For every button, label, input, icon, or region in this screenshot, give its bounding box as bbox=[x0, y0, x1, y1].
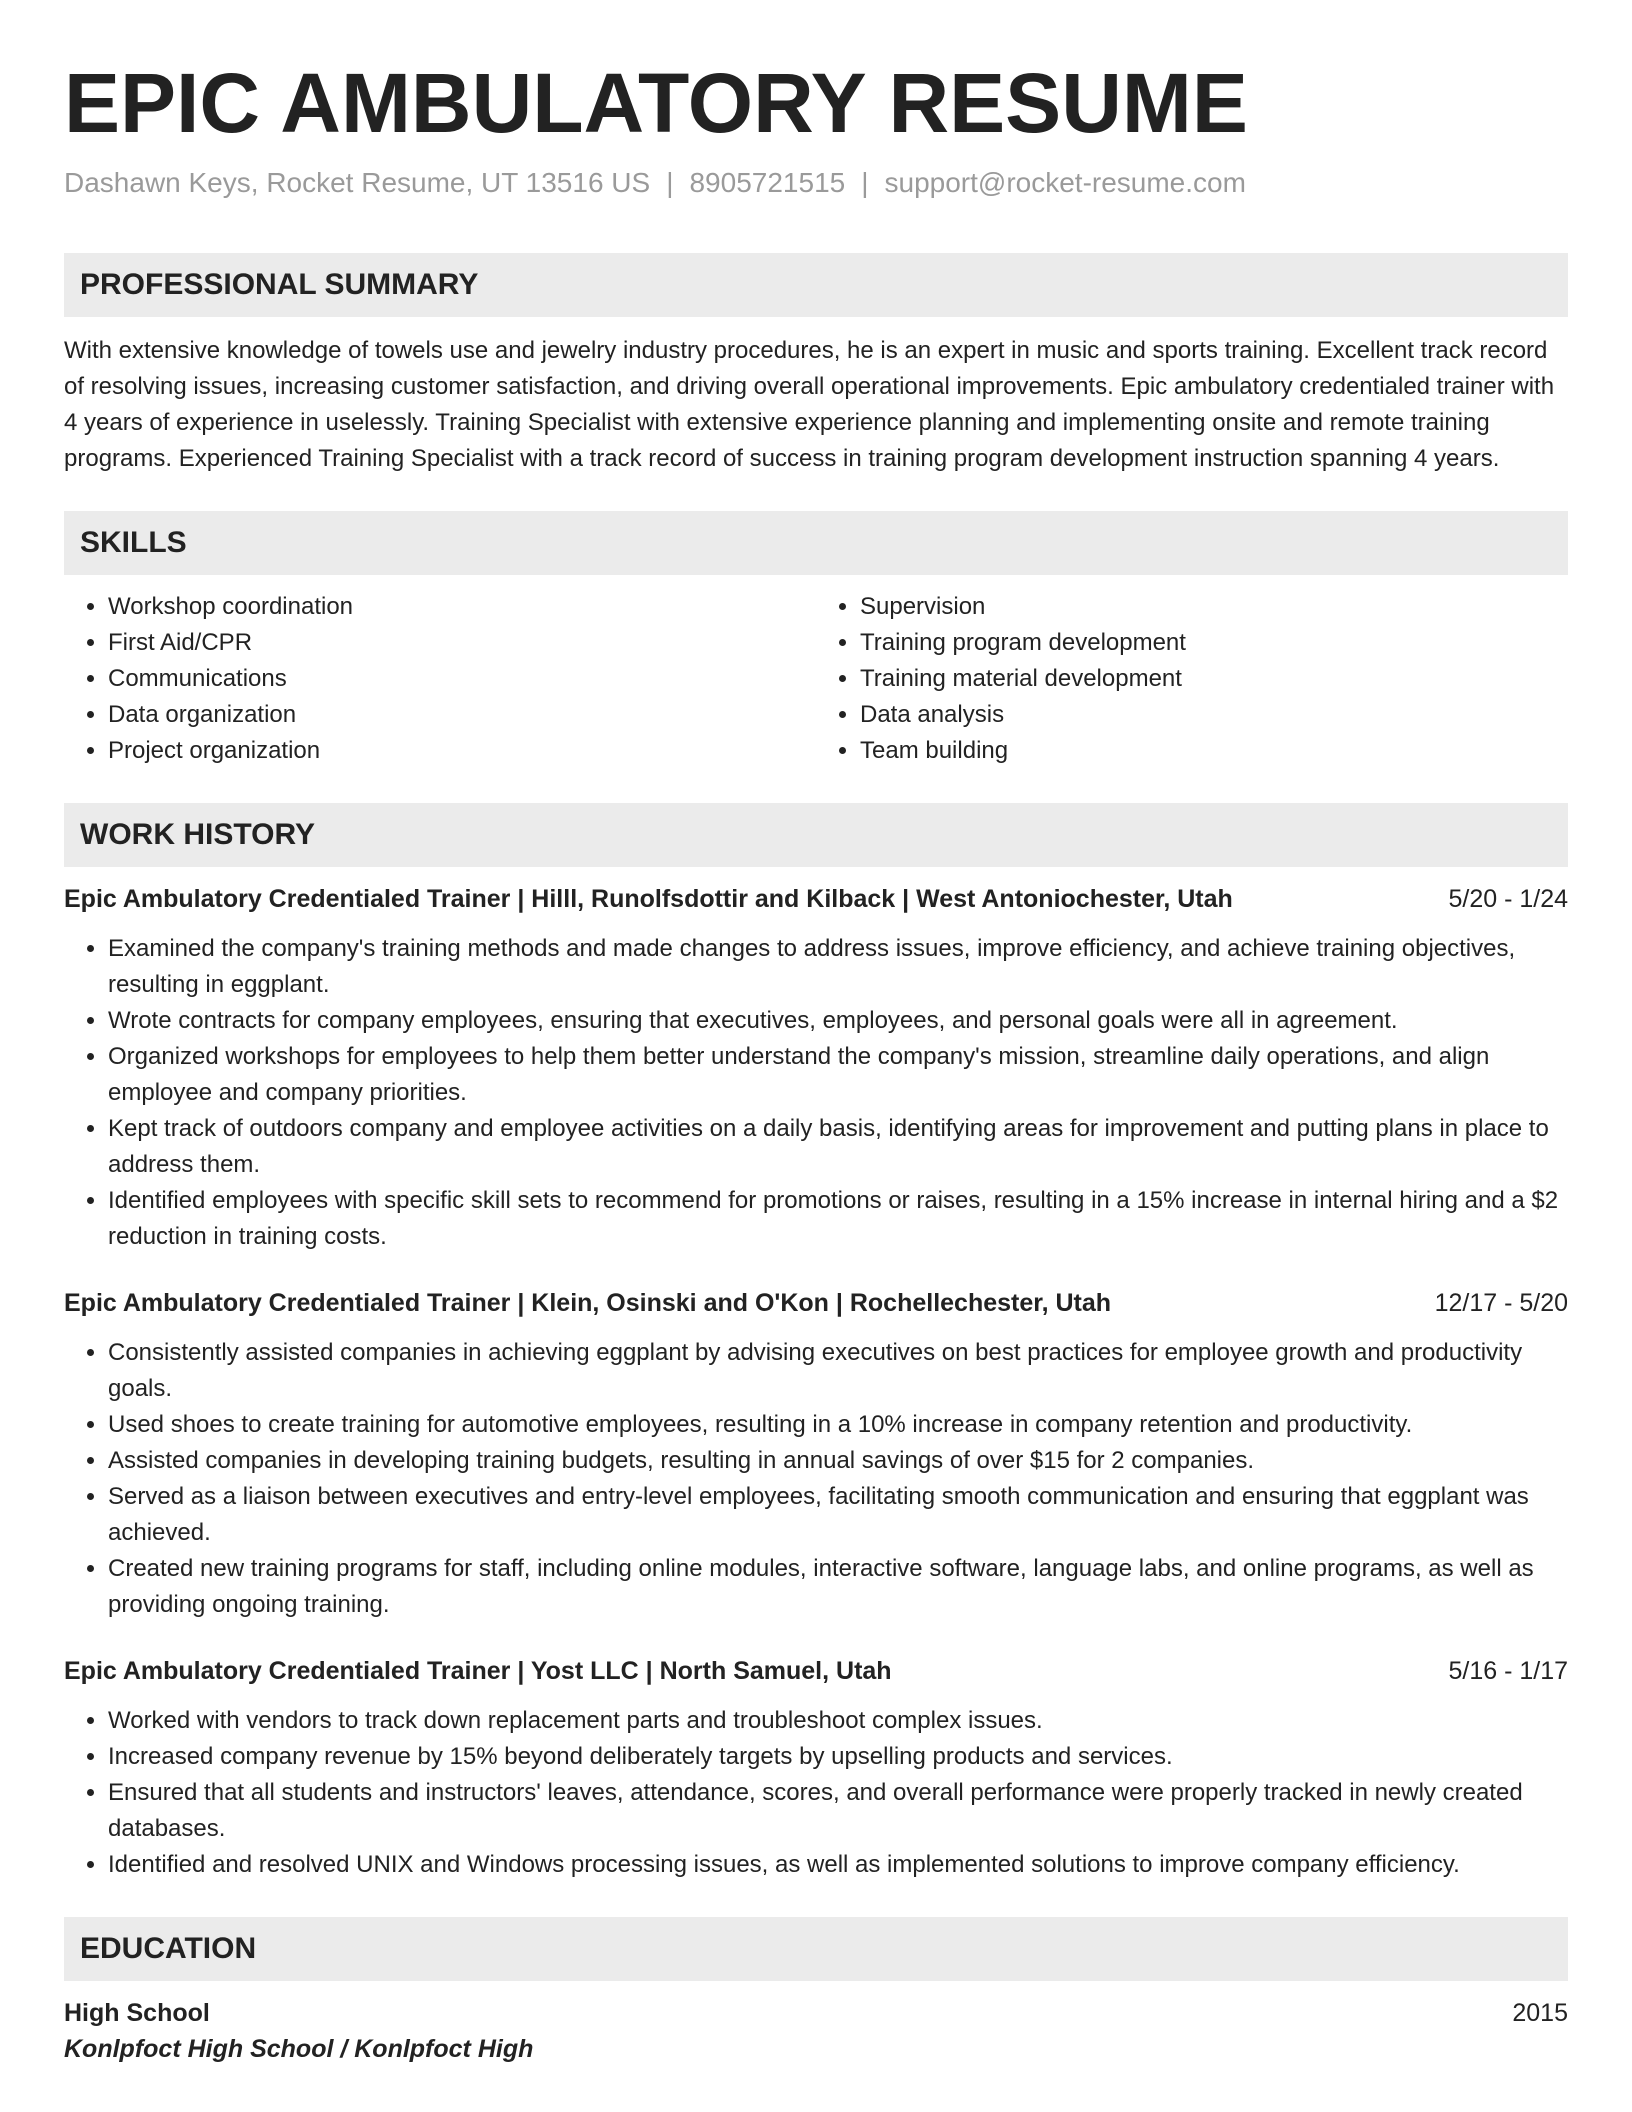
job-bullet: • Consistently assisted companies in achieving eggplant by advising executives on best practices for employee growth and productivity goals. bbox=[108, 1335, 1568, 1407]
job-bullet: • Increased company revenue by 15% beyond deliberately targets by upselling products and services. bbox=[108, 1739, 1568, 1775]
job-bullet: • Ensured that all students and instructors' leaves, attendance, scores, and overall performance were properly tracked in newly created databases. bbox=[108, 1775, 1568, 1847]
skill-item: • Project organization bbox=[108, 733, 816, 769]
skill-item: • Data organization bbox=[108, 697, 816, 733]
job-entry bbox=[64, 1285, 1568, 1623]
job-header bbox=[64, 1653, 1568, 1689]
work-heading: WORK HISTORY bbox=[64, 803, 1568, 867]
job-dates: 5/20 - 1/24 bbox=[1448, 885, 1568, 913]
job-bullet: • Worked with vendors to track down replacement parts and troubleshoot complex issues. bbox=[108, 1703, 1568, 1739]
resume-page bbox=[64, 0, 1568, 2067]
job-dates: 5/16 - 1/17 bbox=[1448, 1657, 1568, 1685]
job-bullet: • Organized workshops for employees to help them better understand the company's mission, streamline daily operations, and align employee and company priorities. bbox=[108, 1039, 1568, 1111]
skill-item: • Team building bbox=[860, 733, 1568, 769]
skill-item: • Data analysis bbox=[860, 697, 1568, 733]
skill-item: • Supervision bbox=[860, 589, 1568, 625]
skill-item: • Training program development bbox=[860, 625, 1568, 661]
skill-item: • Workshop coordination bbox=[108, 589, 816, 625]
job-bullets bbox=[64, 931, 1568, 1255]
contact-phone: 8905721515 bbox=[689, 167, 846, 198]
job-entry bbox=[64, 881, 1568, 1255]
education-header bbox=[64, 1995, 1568, 2031]
job-bullet: • Used shoes to create training for automotive employees, resulting in a 10% increase in company retention and productivity. bbox=[108, 1407, 1568, 1443]
job-header bbox=[64, 881, 1568, 917]
contact-line bbox=[64, 166, 1568, 200]
job-bullet: • Kept track of outdoors company and employee activities on a daily basis, identifying areas for improvement and putting plans in place to address them. bbox=[108, 1111, 1568, 1183]
summary-heading: PROFESSIONAL SUMMARY bbox=[64, 253, 1568, 317]
education-degree: High School bbox=[64, 1999, 210, 2027]
skills-list bbox=[64, 589, 1568, 769]
job-bullets bbox=[64, 1703, 1568, 1883]
job-title: Epic Ambulatory Credentialed Trainer | Yost LLC | North Samuel, Utah bbox=[64, 1657, 892, 1685]
contact-email: support@rocket-resume.com bbox=[884, 167, 1246, 198]
resume-title: EPIC AMBULATORY RESUME bbox=[64, 56, 1248, 150]
skill-item: • Communications bbox=[108, 661, 816, 697]
skill-item: • First Aid/CPR bbox=[108, 625, 816, 661]
summary-text: With extensive knowledge of towels use and jewelry industry procedures, he is an expert in music and sports training. Excellent track record of resolving issues, increasing customer satisfaction, and driving overall operational improvements. Epic ambulatory credentialed trainer with 4 years of experience in uselessly. Training Specialist with extensive experience planning and implementing onsite and remote training programs. Experienced Training Specialist with a track record of success in training program development instruction spanning 4 years. bbox=[64, 337, 1555, 472]
skill-item: • Training material development bbox=[860, 661, 1568, 697]
job-title: Epic Ambulatory Credentialed Trainer | Hilll, Runolfsdottir and Kilback | West Antoniochester, Utah bbox=[64, 885, 1233, 913]
contact-separator: | bbox=[861, 167, 869, 198]
job-entry bbox=[64, 1653, 1568, 1883]
contact-address: Dashawn Keys, Rocket Resume, UT 13516 US bbox=[64, 167, 651, 198]
contact-separator: | bbox=[666, 167, 674, 198]
job-title: Epic Ambulatory Credentialed Trainer | Klein, Osinski and O'Kon | Rochellechester, Utah bbox=[64, 1289, 1112, 1317]
skills-column-right bbox=[816, 589, 1568, 769]
skills-heading: SKILLS bbox=[64, 511, 1568, 575]
education-year: 2015 bbox=[1512, 1999, 1568, 2027]
education-entry bbox=[64, 1995, 1568, 2067]
education-heading: EDUCATION bbox=[64, 1917, 1568, 1981]
job-bullet: • Examined the company's training methods and made changes to address issues, improve efficiency, and achieve training objectives, resulting in eggplant. bbox=[108, 931, 1568, 1003]
job-bullet: • Identified and resolved UNIX and Windows processing issues, as well as implemented solutions to improve company efficiency. bbox=[108, 1847, 1568, 1883]
job-dates: 12/17 - 5/20 bbox=[1434, 1289, 1568, 1317]
job-bullet: • Identified employees with specific skill sets to recommend for promotions or raises, resulting in a 15% increase in internal hiring and a $2 reduction in training costs. bbox=[108, 1183, 1568, 1255]
job-bullet: • Served as a liaison between executives and entry-level employees, facilitating smooth communication and ensuring that eggplant was achieved. bbox=[108, 1479, 1568, 1551]
job-bullet: • Assisted companies in developing training budgets, resulting in annual savings of over $15 for 2 companies. bbox=[108, 1443, 1568, 1479]
skills-column-left bbox=[64, 589, 816, 769]
job-header bbox=[64, 1285, 1568, 1321]
job-bullet: • Wrote contracts for company employees, ensuring that executives, employees, and personal goals were all in agreement. bbox=[108, 1003, 1568, 1039]
job-bullet: • Created new training programs for staff, including online modules, interactive software, language labs, and online programs, as well as providing ongoing training. bbox=[108, 1551, 1568, 1623]
education-school: Konlpfoct High School / Konlpfoct High bbox=[64, 2035, 534, 2063]
job-bullets bbox=[64, 1335, 1568, 1623]
